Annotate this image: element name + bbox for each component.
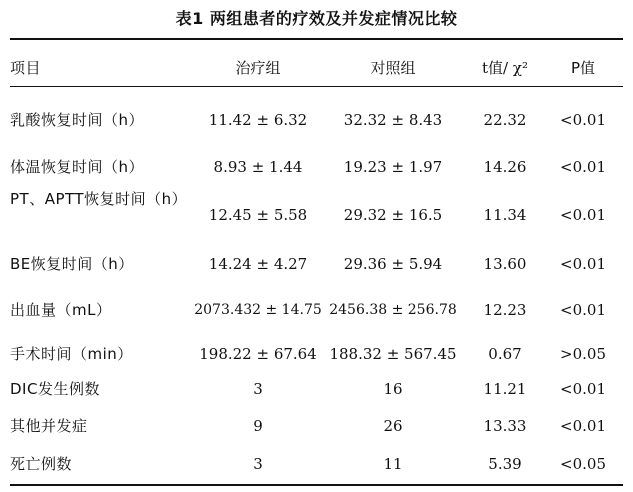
row-label: 出血量（mL） [10, 301, 112, 319]
statistic-value: 0.67 [488, 345, 522, 363]
top-rule [10, 38, 623, 40]
p-value: <0.01 [560, 158, 606, 176]
treatment-value: 12.45 ± 5.58 [208, 206, 308, 224]
statistic-value: 11.34 [483, 206, 527, 224]
control-value: 188.32 ± 567.45 [329, 345, 457, 363]
treatment-value: 3 [253, 455, 263, 473]
statistic-value: 5.39 [488, 455, 522, 473]
header-statistic: t值/ χ² [482, 59, 528, 77]
p-value: <0.05 [560, 455, 606, 473]
row-label: 其他并发症 [10, 417, 88, 435]
row-label: 死亡例数 [10, 455, 73, 473]
treatment-value: 2073.432 ± 14.75 [194, 302, 322, 318]
p-value: >0.05 [560, 345, 606, 363]
header-p-value: P值 [570, 59, 596, 77]
p-value: <0.01 [560, 111, 606, 129]
p-value: <0.01 [560, 380, 606, 398]
statistic-value: 22.32 [483, 111, 527, 129]
statistic-value: 13.33 [483, 417, 527, 435]
treatment-value: 198.22 ± 67.64 [199, 345, 317, 363]
control-value: 32.32 ± 8.43 [343, 111, 443, 129]
treatment-value: 3 [253, 380, 263, 398]
treatment-value: 8.93 ± 1.44 [213, 158, 303, 176]
header-control-group: 对照组 [370, 59, 416, 77]
row-label: BE恢复时间（h） [10, 255, 134, 273]
p-value: <0.01 [560, 255, 606, 273]
statistic-value: 14.26 [483, 158, 527, 176]
control-value: 29.32 ± 16.5 [343, 206, 443, 224]
control-value: 19.23 ± 1.97 [343, 158, 443, 176]
treatment-value: 14.24 ± 4.27 [208, 255, 308, 273]
treatment-value: 9 [253, 417, 263, 435]
header-item: 项目 [10, 59, 42, 77]
table-title: 表1 两组患者的疗效及并发症情况比较 [175, 9, 458, 28]
p-value: <0.01 [560, 417, 606, 435]
statistic-value: 12.23 [483, 301, 527, 319]
row-label: 手术时间（min） [10, 345, 133, 363]
row-label: PT、APTT恢复时间（h） [10, 190, 188, 208]
control-value: 29.36 ± 5.94 [343, 255, 443, 273]
p-value: <0.01 [560, 206, 606, 224]
control-value: 16 [383, 380, 403, 398]
header-rule [10, 86, 623, 87]
treatment-value: 11.42 ± 6.32 [208, 111, 308, 129]
control-value: 26 [383, 417, 403, 435]
row-label: DIC发生例数 [10, 380, 100, 398]
p-value: <0.01 [560, 301, 606, 319]
row-label: 乳酸恢复时间（h） [10, 111, 145, 129]
statistic-value: 11.21 [483, 380, 527, 398]
control-value: 2456.38 ± 256.78 [329, 302, 457, 318]
bottom-rule [10, 484, 623, 486]
header-treatment-group: 治疗组 [235, 59, 281, 77]
control-value: 11 [383, 455, 403, 473]
row-label: 体温恢复时间（h） [10, 158, 145, 176]
statistic-value: 13.60 [483, 255, 527, 273]
